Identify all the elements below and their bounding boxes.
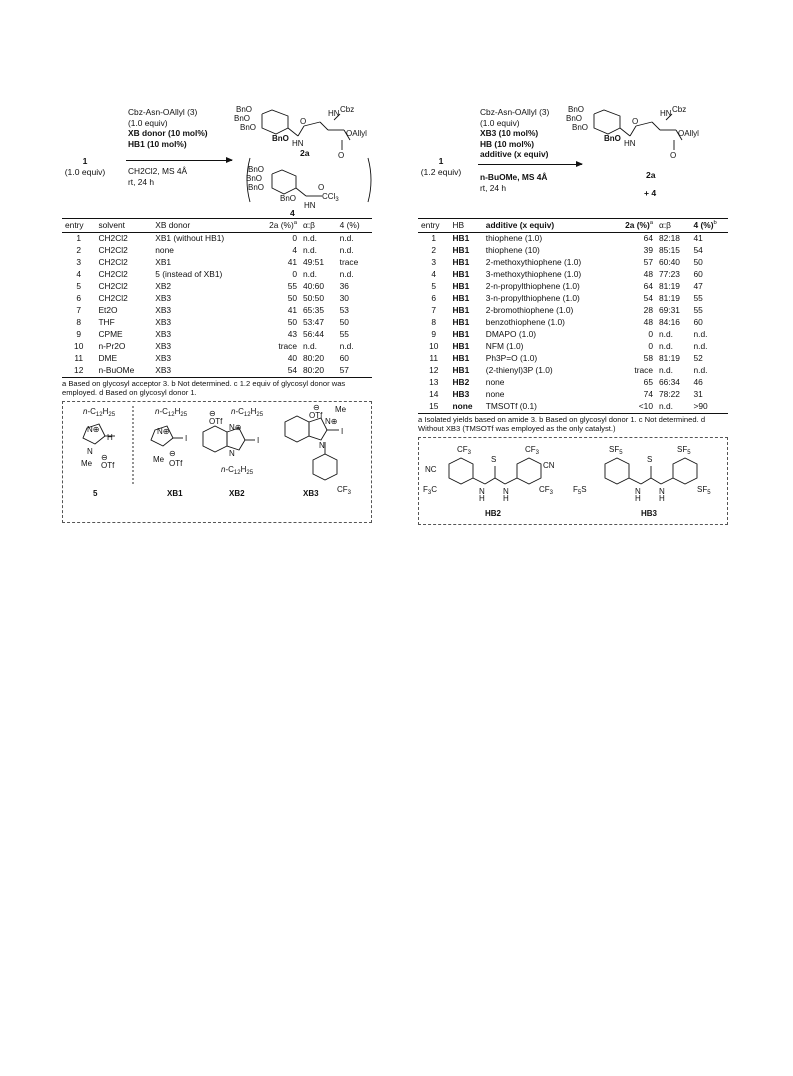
table-cell: 3-methoxythiophene (1.0) — [485, 269, 582, 280]
table-cell: 7 — [76, 305, 82, 316]
svg-text:OTf: OTf — [101, 460, 115, 470]
table-cell: 78:22 — [659, 389, 680, 400]
table-cell: n.d. — [659, 341, 673, 352]
svg-text:OTf: OTf — [309, 410, 323, 420]
svg-text:⊖: ⊖ — [209, 408, 216, 418]
left-conditions-top: Cbz-Asn-OAllyl (3) (1.0 equiv) XB donor (10 mol%) HB1 (10 mol%) — [128, 107, 208, 149]
table-cell: HB1 — [452, 281, 470, 292]
table-cell: 40:60 — [303, 281, 324, 292]
svg-text:N: N — [229, 448, 235, 458]
table-cell: 55 — [693, 293, 703, 304]
table-cell: HB2 — [452, 377, 470, 388]
table-cell: HB1 — [452, 305, 470, 316]
table-cell: 8 — [431, 317, 437, 328]
svg-text:I: I — [185, 433, 188, 443]
table-cell: HB1 — [452, 293, 470, 304]
table-cell: CH2Cl2 — [98, 269, 128, 280]
table-cell: 5 — [431, 281, 437, 292]
table-cell: 0 — [292, 233, 298, 244]
svg-text:OTf: OTf — [209, 416, 223, 426]
table-cell: thiophene (10) — [485, 245, 540, 256]
table-row — [418, 293, 728, 305]
table-cell: benzothiophene (1.0) — [485, 317, 565, 328]
table-cell: 11 — [429, 353, 439, 364]
table-cell: trace — [339, 257, 359, 268]
svg-text:N: N — [635, 486, 641, 496]
table-cell: 50:50 — [303, 293, 324, 304]
table-cell: 4 — [431, 269, 437, 280]
table-cell: HB3 — [452, 389, 470, 400]
table-cell: Et2O — [98, 305, 118, 316]
svg-text:O: O — [300, 117, 307, 126]
table-cell: HB1 — [452, 341, 470, 352]
table-row — [418, 341, 728, 353]
table-cell: CH2Cl2 — [98, 281, 128, 292]
svg-text:H: H — [107, 432, 113, 442]
svg-text:BnO: BnO — [246, 174, 263, 183]
table-cell: XB3 — [155, 341, 172, 352]
table-cell: 81:19 — [659, 281, 680, 292]
table-cell: 9 — [431, 329, 437, 340]
svg-text:N⊕: N⊕ — [87, 424, 100, 434]
table-cell: XB3 — [155, 329, 172, 340]
table-row — [418, 257, 728, 269]
right-product-4-label: + 4 — [644, 188, 657, 198]
table-cell: 30 — [339, 293, 349, 304]
table-cell: 57 — [337, 365, 372, 378]
table-cell: 10 — [74, 341, 84, 352]
table-cell: XB3 — [155, 353, 172, 364]
table-cell: n.d. — [303, 269, 317, 280]
svg-text:Cbz: Cbz — [340, 105, 355, 114]
svg-text:SF5: $SF_5$ — [697, 484, 711, 496]
svg-text:H: H — [479, 493, 485, 503]
svg-text:Me: Me — [335, 404, 347, 414]
xb-catalyst-structures — [63, 402, 371, 520]
svg-text:I: I — [257, 435, 260, 445]
svg-text:Me: Me — [153, 454, 165, 464]
table-cell: n.d. — [693, 365, 708, 376]
svg-text:HN: HN — [292, 139, 304, 148]
table-cell: 36 — [339, 281, 349, 292]
table-cell: 15 — [418, 401, 450, 414]
svg-text:CCl3: CCl$_3$ — [322, 192, 339, 203]
svg-text:2a: 2a — [300, 148, 310, 158]
table-cell: 12 — [429, 365, 439, 376]
table-cell: 60 — [339, 353, 349, 364]
table-row — [418, 353, 728, 365]
table-cell: CH2Cl2 — [98, 233, 128, 244]
table-row — [418, 401, 728, 414]
table-cell: XB2 — [155, 281, 172, 292]
svg-text:OAllyl: OAllyl — [346, 129, 367, 138]
table-cell: 85:15 — [659, 245, 680, 256]
svg-text:CN: CN — [543, 460, 555, 470]
table-row — [418, 317, 728, 329]
svg-text:O: O — [338, 151, 345, 160]
table-cell: 4 — [76, 269, 82, 280]
table-cell: 53 — [339, 305, 349, 316]
table-cell: 41 — [693, 233, 703, 244]
svg-text:SF5: $SF_5$ — [609, 444, 623, 456]
svg-text:N: N — [479, 486, 485, 496]
table-cell: 43 — [287, 329, 298, 340]
table-row — [62, 269, 372, 281]
svg-text:S: S — [491, 454, 497, 464]
table-cell: 2-methoxythiophene (1.0) — [485, 257, 582, 268]
svg-text:BnO: BnO — [280, 194, 297, 203]
table-cell: 14 — [429, 389, 439, 400]
table-cell: 7 — [431, 305, 437, 316]
table-cell: 47 — [693, 281, 703, 292]
svg-text:n-C12H25: $n-C_{12}H_{25}$ — [83, 406, 116, 418]
table-cell: n-Pr2O — [98, 341, 126, 352]
table-cell: n.d. — [339, 269, 354, 280]
svg-text:HB3: HB3 — [641, 508, 658, 518]
left-catalyst-box — [62, 401, 372, 523]
table-cell: HB1 — [452, 353, 470, 364]
table-row — [62, 353, 372, 365]
right-scheme-panel — [418, 100, 728, 525]
svg-text:BnO: BnO — [566, 114, 583, 123]
table-cell: CPME — [98, 329, 123, 340]
svg-text:Me: Me — [81, 458, 93, 468]
table-row — [418, 232, 728, 245]
table-cell: 84:16 — [659, 317, 680, 328]
table-cell: 65:35 — [303, 305, 324, 316]
table-cell: 48 — [643, 269, 653, 280]
svg-text:BnO: BnO — [568, 105, 585, 114]
svg-text:n-C12H25: $n-C_{12}H_{25}$ — [231, 406, 264, 418]
table-cell: CH2Cl2 — [98, 293, 128, 304]
table-cell: 41 — [287, 305, 298, 316]
table-cell: 40 — [287, 353, 298, 364]
table-cell: 50 — [339, 317, 349, 328]
table-cell: Ph3P=O (1.0) — [485, 353, 538, 364]
table-cell: 56:44 — [303, 329, 324, 340]
table-cell: 31 — [693, 389, 703, 400]
table-cell: 12 — [62, 365, 95, 378]
svg-text:HN: HN — [328, 109, 340, 118]
table-cell: 52 — [693, 353, 703, 364]
table-cell: XB3 — [152, 365, 254, 378]
svg-text:n-C12H25: $n-C_{12}H_{25}$ — [221, 464, 254, 476]
svg-text:O: O — [632, 117, 639, 126]
svg-text:BnO: BnO — [272, 134, 289, 143]
table-row — [62, 365, 372, 378]
table-cell: DME — [98, 353, 118, 364]
hb-catalyst-structures — [419, 438, 727, 522]
svg-text:BnO: BnO — [572, 123, 589, 132]
table-cell: CH2Cl2 — [98, 257, 128, 268]
table-cell: n.d. — [659, 329, 673, 340]
table-cell: n.d. — [693, 329, 708, 340]
table-cell: 0 — [648, 329, 653, 340]
left-reaction-scheme — [62, 100, 372, 218]
table-cell: 39 — [643, 245, 653, 256]
table-cell: 64 — [643, 233, 653, 244]
svg-text:BnO: BnO — [248, 165, 265, 174]
table-cell: CH2Cl2 — [98, 245, 128, 256]
table-cell: 60:40 — [659, 257, 680, 268]
product-2a-structure-right — [564, 100, 724, 200]
table-cell: trace — [278, 341, 298, 352]
table-row — [418, 245, 728, 257]
svg-text:N: N — [87, 446, 93, 456]
table-row — [418, 329, 728, 341]
svg-text:⊖: ⊖ — [169, 448, 176, 458]
table-cell: DMAPO (1.0) — [485, 329, 537, 340]
table-cell: 3 — [76, 257, 82, 268]
table-cell: 57 — [643, 257, 653, 268]
left-scheme-panel — [62, 100, 372, 523]
table-cell: 2-bromothiophene (1.0) — [485, 305, 574, 316]
right-catalyst-box — [418, 437, 728, 525]
table-cell: 50 — [287, 317, 298, 328]
svg-text:H: H — [659, 493, 665, 503]
svg-text:N: N — [503, 486, 509, 496]
right-table-header: entry HB additive (x equiv) 2a (%)$^a$ α:β 4 (%)$^b$ — [418, 219, 728, 233]
svg-text:5: 5 — [93, 488, 98, 498]
table-cell: 58 — [643, 353, 653, 364]
table-row — [62, 305, 372, 317]
svg-text:N: N — [659, 486, 665, 496]
svg-text:BnO: BnO — [248, 183, 265, 192]
table-cell: 81:19 — [659, 353, 680, 364]
table-cell: 13 — [429, 377, 439, 388]
svg-text:N⊕: N⊕ — [157, 426, 170, 436]
svg-text:XB1: XB1 — [167, 488, 183, 498]
table-cell: TMSOTf (0.1) — [483, 401, 613, 414]
svg-text:XB2: XB2 — [229, 488, 245, 498]
table-cell: HB1 — [452, 317, 470, 328]
table-cell: n.d. — [656, 401, 691, 414]
table-row — [418, 365, 728, 377]
table-cell: 41 — [287, 257, 298, 268]
table-cell: XB3 — [155, 317, 172, 328]
svg-text:S: S — [647, 454, 653, 464]
table-cell: 4 — [292, 245, 298, 256]
table-cell: n.d. — [659, 365, 673, 376]
table-cell: <10 — [613, 401, 656, 414]
table-cell: 28 — [643, 305, 653, 316]
table-cell: 6 — [76, 293, 82, 304]
svg-text:BnO: BnO — [240, 123, 257, 132]
table-cell: thiophene (1.0) — [485, 233, 543, 244]
table-cell: 11 — [74, 353, 84, 364]
table-cell: 55 — [287, 281, 298, 292]
svg-text:O: O — [318, 183, 325, 192]
table-cell: 2-n-propylthiophene (1.0) — [485, 281, 580, 292]
svg-text:N⊕: N⊕ — [229, 422, 242, 432]
table-cell: 64 — [643, 281, 653, 292]
table-cell: 69:31 — [659, 305, 680, 316]
table-cell: 60 — [693, 269, 703, 280]
right-conditions-bottom: n-BuOMe, MS 4Å rt, 24 h — [480, 172, 548, 193]
table-cell: n.d. — [303, 341, 317, 352]
table-cell: n-BuOMe — [95, 365, 152, 378]
table-cell: none — [485, 389, 505, 400]
svg-text:HN: HN — [624, 139, 636, 148]
svg-text:CF3: $CF_3$ — [539, 484, 554, 496]
table-cell: >90 — [691, 401, 729, 414]
table-cell: none — [485, 377, 505, 388]
table-cell: 8 — [76, 317, 82, 328]
svg-text:⊖: ⊖ — [313, 402, 320, 412]
table-cell: 81:19 — [659, 293, 680, 304]
table-row — [62, 281, 372, 293]
svg-text:NC: NC — [425, 464, 437, 474]
table-cell: XB3 — [155, 293, 172, 304]
table-cell: 10 — [429, 341, 439, 352]
table-cell: 5 — [76, 281, 82, 292]
svg-text:BnO: BnO — [604, 134, 621, 143]
table-cell: 65 — [643, 377, 653, 388]
svg-text:N: N — [319, 440, 325, 450]
table-cell: 54 — [693, 245, 703, 256]
svg-text:4: 4 — [290, 208, 295, 218]
table-cell: n.d. — [303, 233, 317, 244]
table-cell: 80:20 — [303, 353, 324, 364]
table-row — [418, 389, 728, 401]
table-cell: n.d. — [693, 341, 708, 352]
svg-text:H: H — [635, 493, 641, 503]
table-cell: 2 — [76, 245, 82, 256]
table-cell: XB1 — [155, 257, 172, 268]
table-cell: 54 — [254, 365, 300, 378]
table-cell: 3 — [431, 257, 437, 268]
table-cell: 48 — [643, 317, 653, 328]
svg-text:⊖: ⊖ — [101, 452, 108, 462]
right-footnote: a Isolated yields based on amide 3. b Based on glycosyl donor 1. c Not determined. d Without XB3 (TMSOTf was employed as the only catalyst.) — [418, 414, 706, 433]
table-cell: 53:47 — [303, 317, 324, 328]
table-row — [62, 257, 372, 269]
table-cell: 0 — [648, 341, 653, 352]
svg-text:SF5: $SF_5$ — [677, 444, 691, 456]
table-cell: trace — [634, 365, 653, 376]
svg-text:XB3: XB3 — [303, 488, 319, 498]
table-row — [62, 293, 372, 305]
table-cell: n.d. — [339, 233, 354, 244]
svg-text:CF3: $CF_3$ — [457, 444, 472, 456]
table-row — [62, 329, 372, 341]
svg-text:CF3: $CF_3$ — [525, 444, 540, 456]
table-row — [418, 281, 728, 293]
table-cell: 55 — [693, 305, 703, 316]
table-cell: 5 (instead of XB1) — [155, 269, 223, 280]
table-cell: XB1 (without HB1) — [155, 233, 225, 244]
svg-text:HN: HN — [304, 201, 316, 210]
table-cell: XB3 — [155, 305, 172, 316]
table-cell: 77:23 — [659, 269, 680, 280]
table-row — [418, 305, 728, 317]
svg-text:n-C12H25: $n-C_{12}H_{25}$ — [155, 406, 188, 418]
left-table-header: entry solvent XB donor 2a (%)$^a$ α:β 4 (%) — [62, 219, 372, 233]
svg-text:Cbz: Cbz — [672, 105, 687, 114]
table-cell: 54 — [643, 293, 653, 304]
table-cell: 1 — [76, 233, 82, 244]
table-cell: 82:18 — [659, 233, 680, 244]
table-cell: none — [450, 401, 483, 414]
table-cell: HB1 — [452, 233, 470, 244]
svg-text:OTf: OTf — [169, 458, 183, 468]
table-cell: 46 — [693, 377, 703, 388]
table-row — [62, 232, 372, 245]
table-row — [418, 377, 728, 389]
table-cell: 74 — [643, 389, 653, 400]
right-product-2a-label: 2a — [646, 170, 656, 180]
svg-text:F5S: $F_5S$ — [573, 484, 587, 496]
table-cell: 50 — [287, 293, 298, 304]
svg-text:F3C: $F_3C$ — [423, 484, 438, 496]
svg-text:CF3: $CF_3$ — [337, 484, 352, 496]
table-cell: HB1 — [452, 365, 470, 376]
table-cell: n.d. — [339, 341, 354, 352]
left-reaction-arrow — [126, 160, 232, 161]
table-cell: 49:51 — [303, 257, 324, 268]
table-cell: 66:34 — [659, 377, 680, 388]
table-cell: 6 — [431, 293, 437, 304]
table-cell: 3-n-propylthiophene (1.0) — [485, 293, 580, 304]
svg-text:O: O — [670, 151, 677, 160]
table-cell: 0 — [292, 269, 298, 280]
right-results-table — [418, 218, 728, 414]
table-cell: 9 — [76, 329, 82, 340]
table-cell: (2-thienyl)3P (1.0) — [485, 365, 553, 376]
table-row — [418, 269, 728, 281]
table-cell: NFM (1.0) — [485, 341, 524, 352]
table-row — [62, 341, 372, 353]
right-conditions-top: Cbz-Asn-OAllyl (3) (1.0 equiv) XB3 (10 mol%) HB (10 mol%) additive (x equiv) — [480, 107, 550, 159]
table-cell: 50 — [693, 257, 703, 268]
product-2a-structure — [232, 100, 374, 218]
table-cell: 55 — [339, 329, 349, 340]
svg-text:HB2: HB2 — [485, 508, 502, 518]
left-results-table — [62, 218, 372, 378]
svg-text:HN: HN — [660, 109, 672, 118]
table-cell: n.d. — [339, 245, 354, 256]
right-reactant: 1 (1.2 equiv) — [420, 156, 462, 177]
table-cell: HB1 — [452, 245, 470, 256]
right-reaction-scheme — [418, 100, 728, 218]
table-cell: none — [155, 245, 174, 256]
table-row — [62, 317, 372, 329]
left-reactant: 1 (1.0 equiv) — [64, 156, 106, 177]
svg-text:N⊕: N⊕ — [325, 416, 338, 426]
table-cell: HB1 — [452, 329, 470, 340]
left-footnote: a Based on glycosyl acceptor 3. b Not determined. c 1.2 equiv of glycosyl donor was employed. d Based on glycosyl donor 1. — [62, 378, 346, 397]
svg-text:BnO: BnO — [236, 105, 253, 114]
table-cell: n.d. — [303, 245, 317, 256]
svg-text:BnO: BnO — [234, 114, 251, 123]
svg-text:H: H — [503, 493, 509, 503]
table-cell: 2 — [431, 245, 437, 256]
table-cell: THF — [98, 317, 115, 328]
table-row — [62, 245, 372, 257]
svg-text:OAllyl: OAllyl — [678, 129, 699, 138]
table-cell: 1 — [431, 233, 437, 244]
table-cell: HB1 — [452, 269, 470, 280]
table-cell: HB1 — [452, 257, 470, 268]
table-cell: 80:20 — [300, 365, 337, 378]
left-conditions-bottom: CH2Cl2, MS 4Å rt, 24 h — [128, 166, 188, 187]
svg-text:I: I — [341, 426, 344, 436]
table-cell: 60 — [693, 317, 703, 328]
